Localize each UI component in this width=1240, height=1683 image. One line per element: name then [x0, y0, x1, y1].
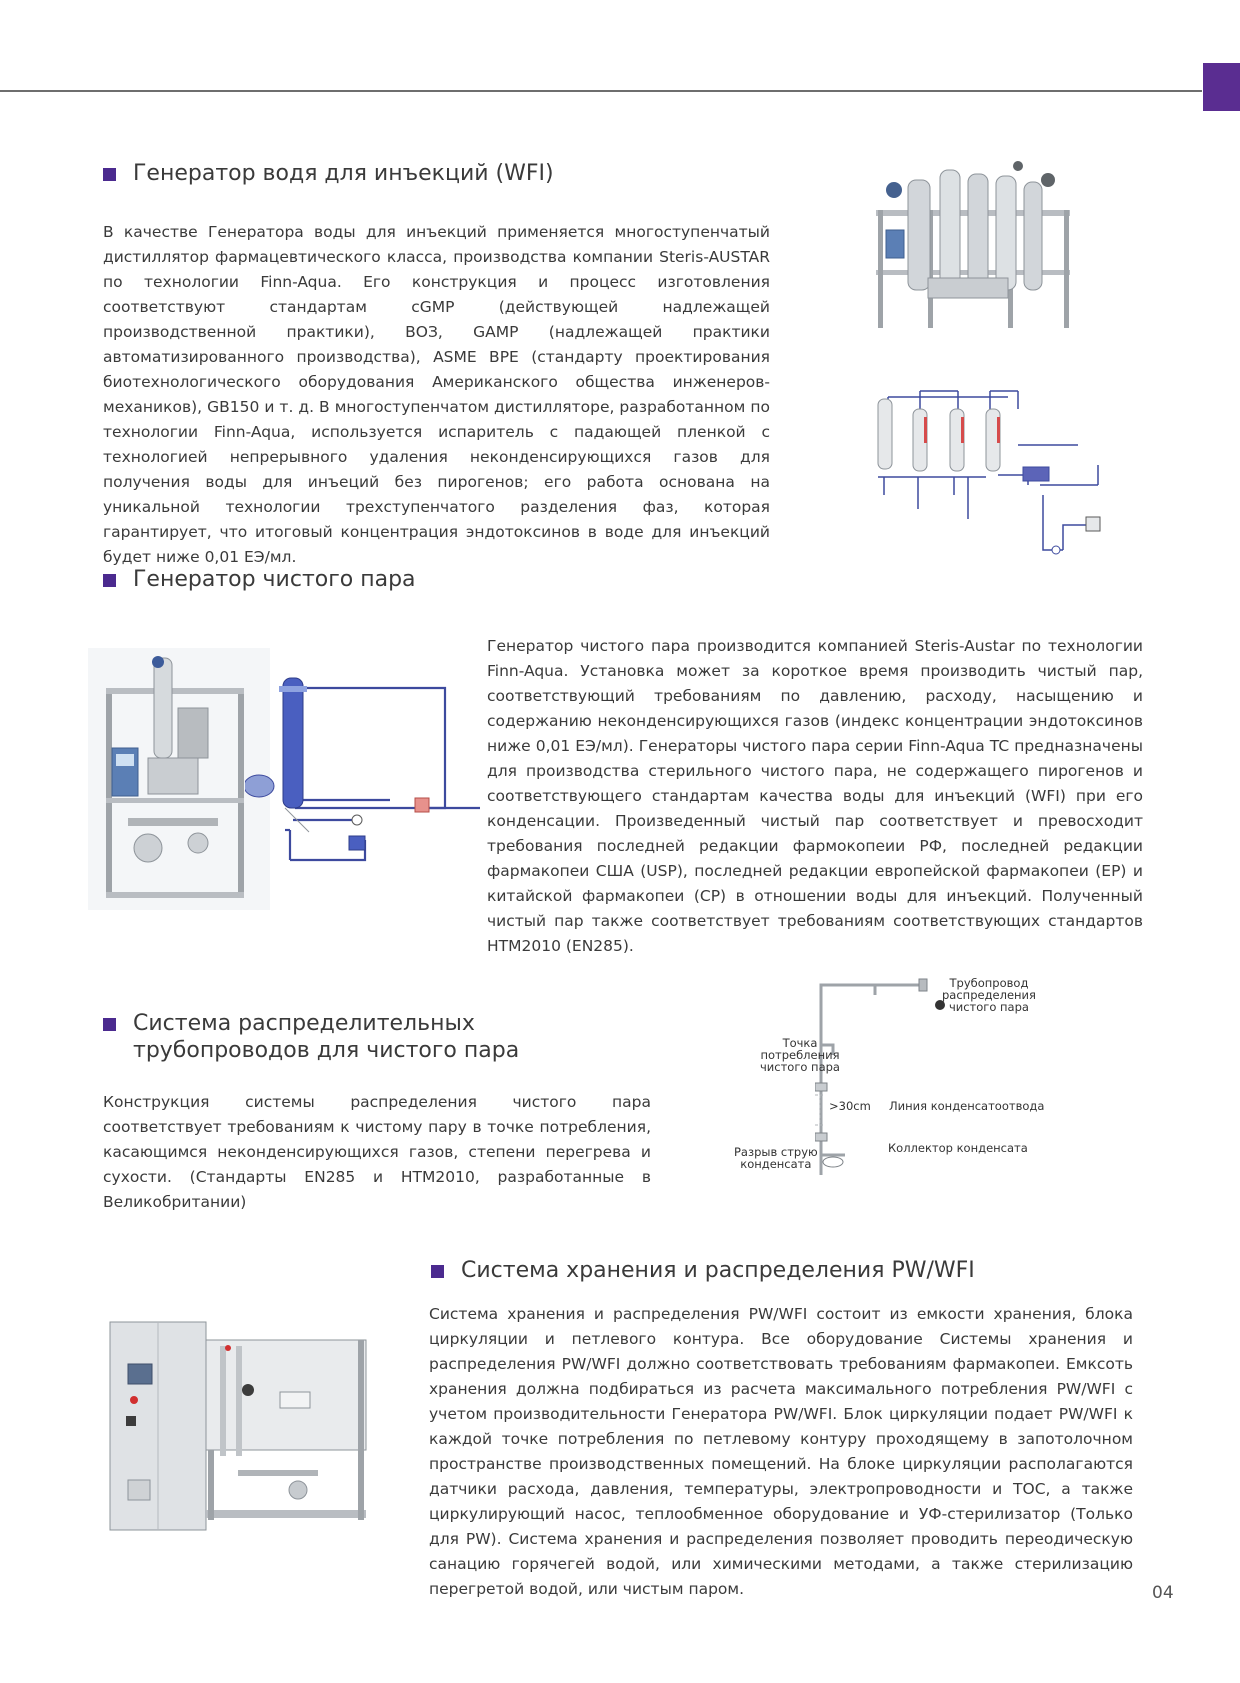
page-number: 04 — [1152, 1583, 1174, 1603]
bullet-icon — [103, 1018, 116, 1031]
section-title-wfi — [103, 160, 554, 187]
label-consumption-point-line3: чистого пара — [760, 1060, 840, 1074]
section-title-distribution — [103, 1010, 519, 1064]
steam-generator-photo — [88, 648, 270, 910]
label-pipeline — [942, 977, 1036, 1013]
bullet-icon — [431, 1265, 444, 1278]
distribution-paragraph: Конструкция системы распределения чистого пара соответствует требованиям к чистому пару в точке потребления, касающимся неконденсирующихся газов, степени перегрева и сухости. (Стандарты EN285 и HTM2010, разработанные в Великобритании) — [103, 1093, 651, 1211]
bullet-icon — [103, 574, 116, 587]
label-pipeline-line2: распределения — [942, 988, 1036, 1002]
wfi-distiller-photo — [868, 160, 1078, 332]
wfi-distiller-schematic — [868, 385, 1110, 560]
label-pipeline-line1: Трубопровод — [949, 976, 1029, 990]
label-consumption-point — [760, 1037, 840, 1073]
label-condensate-break-line1: Разрыв струю — [734, 1145, 818, 1159]
storage-distribution-photo — [108, 1320, 378, 1540]
top-rule — [0, 90, 1202, 92]
section-title-distribution-line2: трубопроводов для чистого пара — [133, 1038, 520, 1063]
steam-generator-schematic — [245, 670, 485, 870]
section-title-steam-text: Генератор чистого пара — [133, 567, 416, 592]
bullet-icon — [103, 168, 116, 181]
section-title-storage — [431, 1257, 975, 1284]
label-distance: >30cm — [829, 1099, 871, 1113]
label-pipeline-line3: чистого пара — [948, 1000, 1029, 1014]
section-title-distribution-line1: Система распределительных — [133, 1011, 475, 1036]
section-title-wfi-text: Генератор водя для инъекций (WFI) — [133, 161, 554, 186]
section-title-storage-text: Система хранения и распределения PW/WFI — [461, 1258, 975, 1283]
corner-tab — [1203, 63, 1240, 111]
label-condensate-break-line2: конденсата — [740, 1157, 812, 1171]
storage-paragraph: Система хранения и распределения PW/WFI состоит из емкости хранения, блока циркуляции и петлевого контура. Все оборудование Системы хранения и распределения PW/WFI должно соответствовать требованиям фармакопеи. Емксоть хранения должна подбираться из расчета максимального потребления PW/WFI с учетом производительности Генератора PW/WFI. Блок циркуляции подает PW/WFI к каждой точке потребления по петлевому контуру проходящему в запотолочном пространстве производственных помещений. На блоке циркуляции располагаются датчики расхода, давления, температуры, электропроводности и TOC, а также циркулирующий насос, теплообменное оборудование и УФ-стерилизатор (Только для PW). Система хранения и распределения позволяет проводить переодическую санацию горячегей водой, или химическими методами, а также стерилизацию перегретой водой, или чистым паром. — [429, 1305, 1133, 1598]
steam-paragraph: Генератор чистого пара производится компанией Steris-Austar по технологии Finn-Aqua. Установка может за короткое время производить чистый пар, соответствующий требованиям по давлению, расходу, насыщению и содержанию неконденсирующихся газов (индекс концентрации эндотоксинов ниже 0,01 ЕЭ/мл). Генераторы чистого пара серии Finn-Aqua TC предназначены для производства стерильного чистого пара, не содержащего пирогенов и соответствующего стандартам качества воды для инъекций (WFI) при его конденсации. Произведенный чистый пар соответствует и превосходит требования последней редакции фармокопеии РФ, последней редакции фармакопеи США (USP), последней редакции европейской фармакопеи (EP) и китайской фармакопеи (CP) в отношении воды для инъекций. Полученный чистый пар также соответствует требованиям соответствующих стандартов HTM2010 (EN285). — [487, 637, 1143, 955]
label-condensate-break — [734, 1146, 818, 1170]
label-consumption-point-line1: Точка — [782, 1036, 818, 1050]
label-condensate-collector: Коллектор конденсата — [888, 1141, 1028, 1155]
section-title-steam — [103, 566, 416, 593]
wfi-paragraph: В качестве Генератора воды для инъекций применяется многоступенчатый дистиллятор фармацевтического класса, производства компании Steris-AUSTAR по технологии Finn-Aqua. Его конструкция и процесс изготовления соответствуют стандартам cGMP (действующей надлежащей производственной практики), ВОЗ, GAMP (надлежащей практики автоматизированного производства), ASME BPE (стандарту проектирования биотехнологического оборудования Американского общества инженеров-механиков), GB150 и т. д. В многоступенчатом дистилляторе, разработанном по технологии Finn-Aqua, используется испаритель с падающей пленкой с технологией непрерывного удаления неконденсирующихся газов для получения воды для инъеций без пирогенов; его работа основана на уникальной технологии трехступенчатого разделения фаз, которая гарантирует, что итоговый концентрация эндотоксинов в воде для инъекций будет ниже 0,01 ЕЭ/мл. — [103, 223, 770, 566]
label-consumption-point-line2: потребления — [760, 1048, 840, 1062]
label-condensate-line: Линия конденсатоотвода — [889, 1099, 1045, 1113]
